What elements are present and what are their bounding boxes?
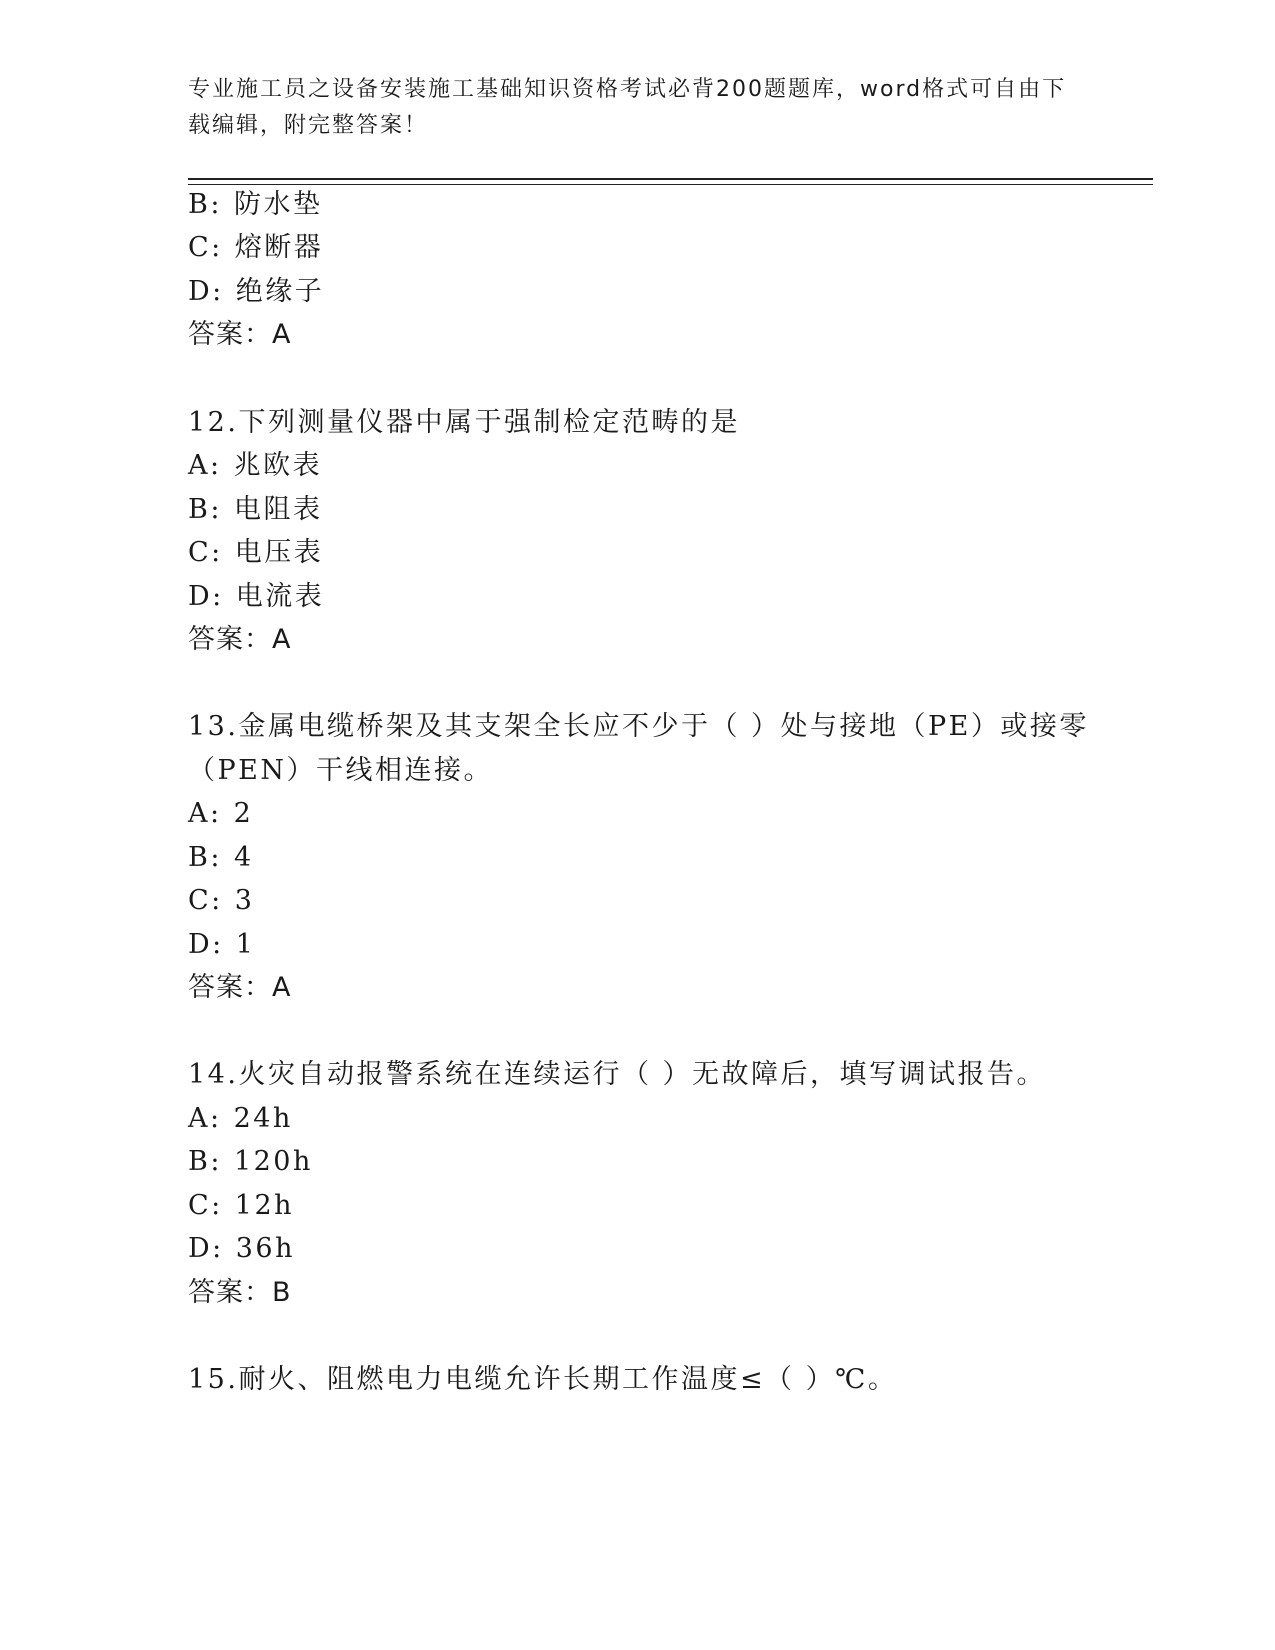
- option-text: 防水垫: [233, 189, 323, 220]
- option-letter: D:: [188, 1233, 224, 1264]
- option-a: [188, 1102, 293, 1136]
- option-letter: A:: [188, 450, 222, 481]
- option-text: 兆欧表: [233, 450, 323, 481]
- option-letter: B:: [188, 189, 222, 220]
- document-header: 专业施工员之设备安装施工基础知识资格考试必背200题题库，word格式可自由下载编辑，附完整答案！: [188, 77, 1067, 138]
- option-letter: B:: [188, 842, 222, 873]
- option-text: 1: [235, 929, 256, 960]
- option-text: 熔断器: [234, 232, 324, 263]
- option-a: [188, 449, 322, 483]
- question-stem: 14.火灾自动报警系统在连续运行（ ）无故障后，填写调试报告。: [188, 1059, 1047, 1090]
- header-rule-thick: [188, 178, 1153, 180]
- option-letter: C:: [188, 232, 223, 263]
- option-letter: D:: [188, 276, 224, 307]
- option-text: 电压表: [234, 537, 324, 568]
- option-letter: C:: [188, 1190, 223, 1221]
- option-text: 电流表: [235, 581, 325, 612]
- answer-line: 答案：A: [188, 624, 292, 655]
- option-c: [188, 536, 323, 570]
- header-rule-thin: [188, 184, 1153, 185]
- option-d: [188, 1232, 295, 1266]
- option-text: 120h: [233, 1146, 313, 1177]
- option-c: [188, 231, 323, 265]
- option-letter: D:: [188, 929, 224, 960]
- option-text: 3: [234, 885, 255, 916]
- option-text: 4: [233, 842, 254, 873]
- option-letter: D:: [188, 581, 224, 612]
- option-text: 36h: [235, 1233, 295, 1264]
- option-letter: C:: [188, 885, 223, 916]
- option-c: [188, 884, 254, 918]
- answer-line: 答案：A: [188, 972, 292, 1003]
- option-b: [188, 188, 322, 222]
- option-c: [188, 1189, 294, 1223]
- option-letter: A:: [188, 1103, 222, 1134]
- answer-line: 答案：A: [188, 319, 292, 350]
- question-stem: 13.金属电缆桥架及其支架全长应不少于（ ）处与接地（PE）或接零: [188, 711, 1089, 742]
- option-b: [188, 841, 254, 875]
- option-letter: C:: [188, 537, 223, 568]
- option-text: 电阻表: [233, 494, 323, 525]
- question-stem: 12.下列测量仪器中属于强制检定范畴的是: [188, 407, 740, 438]
- option-b: [188, 1145, 313, 1179]
- option-letter: A:: [188, 798, 222, 829]
- option-b: [188, 493, 322, 527]
- question-stem-continued: （PEN）干线相连接。: [188, 755, 494, 786]
- option-text: 12h: [234, 1190, 295, 1221]
- option-text: 2: [233, 798, 254, 829]
- answer-line: 答案：B: [188, 1277, 292, 1308]
- option-d: [188, 275, 324, 309]
- option-letter: B:: [188, 494, 222, 525]
- option-text: 24h: [233, 1103, 293, 1134]
- option-text: 绝缘子: [235, 276, 325, 307]
- option-d: [188, 580, 324, 614]
- option-a: [188, 797, 253, 831]
- option-d: [188, 928, 255, 962]
- question-stem: 15.耐火、阻燃电力电缆允许长期工作温度≤（ ）℃。: [188, 1364, 898, 1395]
- option-letter: B:: [188, 1146, 222, 1177]
